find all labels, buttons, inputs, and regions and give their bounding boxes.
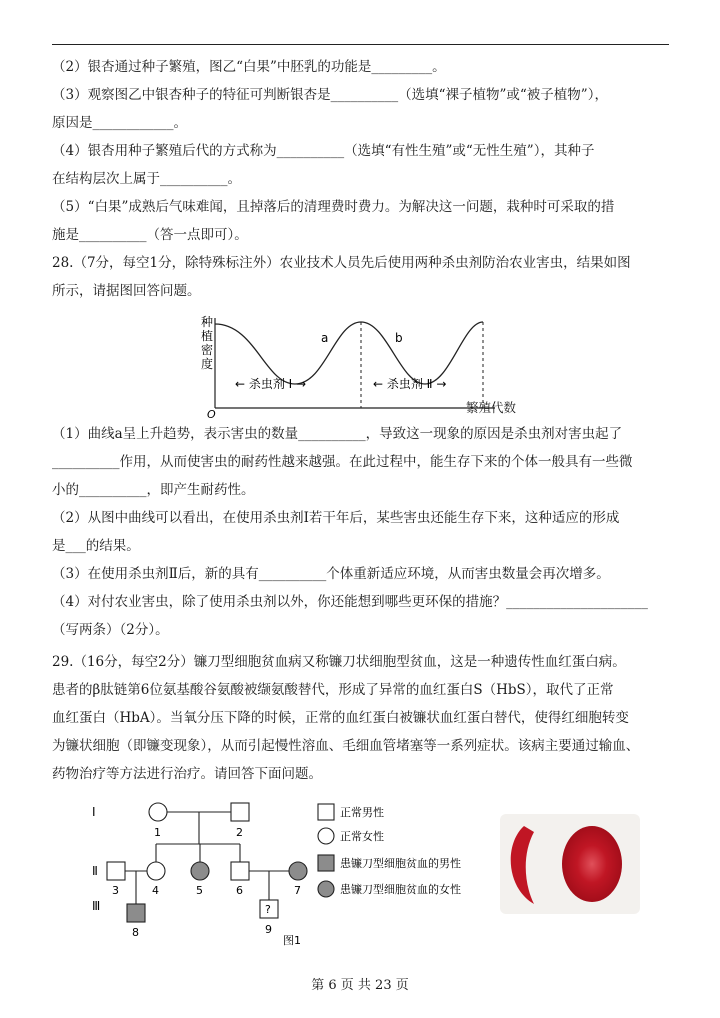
q28-2-line-a: （2）从图中曲线可以看出，在使用杀虫剂Ⅰ若干年后，某些害虫还能生存下来，这种适应的形成 xyxy=(52,510,620,526)
legend-normal-male-icon xyxy=(318,804,334,820)
legend-affected-female: 患镰刀型细胞贫血的女性 xyxy=(340,883,461,896)
q28-2-line-b: 是___的结果。 xyxy=(52,538,140,554)
legend-affected-male: 患镰刀型细胞贫血的男性 xyxy=(340,857,461,870)
legend-affected-female-icon xyxy=(318,881,334,897)
ylabel-char-3: 密 xyxy=(201,343,214,357)
q27-4-line-a: （4）银杏用种子繁殖后代的方式称为__________（选填“有性生殖”或“无性生殖”），其种子 xyxy=(52,143,595,159)
q27-5-line-b: 施是__________（答一点即可）。 xyxy=(52,227,248,243)
sickle-cell xyxy=(511,826,534,904)
legend-normal-female-icon xyxy=(318,828,334,844)
q27-2-line: （2）银杏通过种子繁殖，图乙“白果”中胚乳的功能是_________。 xyxy=(52,59,446,75)
individual-5 xyxy=(191,862,209,880)
gen-label-2: Ⅱ xyxy=(92,864,98,878)
figure-caption: 图1 xyxy=(283,934,301,947)
individual-4 xyxy=(147,862,165,880)
individual-7 xyxy=(289,862,307,880)
id-1: 1 xyxy=(154,826,161,839)
legend-normal-male: 正常男性 xyxy=(340,806,384,819)
q28-intro-b: 所示，请据图回答问题。 xyxy=(52,283,201,299)
header-rule xyxy=(52,44,669,45)
individual-8 xyxy=(127,904,145,922)
q29-intro-a: 29.（16分，每空2分）镰刀型细胞贫血病又称镰刀状细胞型贫血，这是一种遗传性血红蛋白病。 xyxy=(52,654,626,670)
id-4: 4 xyxy=(152,884,159,897)
id-2: 2 xyxy=(236,826,243,839)
segment-label-1: ← 杀虫剂 Ⅰ → xyxy=(235,377,307,391)
curve-label-b: b xyxy=(395,331,403,345)
individual-2 xyxy=(231,803,249,821)
normal-cell xyxy=(562,826,622,902)
legend-affected-male-icon xyxy=(318,855,334,871)
gen-label-3: Ⅲ xyxy=(92,899,101,913)
gen-label-1: Ⅰ xyxy=(92,805,96,819)
q29-intro-e: 药物治疗等方法进行治疗。请回答下面问题。 xyxy=(52,766,322,782)
id-3: 3 xyxy=(112,884,119,897)
ylabel-char-2: 植 xyxy=(201,329,214,343)
unknown-mark: ? xyxy=(265,903,271,916)
q27-4-line-b: 在结构层次上属于__________。 xyxy=(52,171,241,187)
id-7: 7 xyxy=(294,884,301,897)
red-blood-cells-image xyxy=(500,814,640,914)
page-footer: 第 6 页 共 23 页 xyxy=(311,978,409,993)
id-5: 5 xyxy=(196,884,203,897)
id-8: 8 xyxy=(132,926,139,939)
q28-1-line-a: （1）曲线a呈上升趋势，表示害虫的数量__________，导致这一现象的原因是杀虫剂对害虫起了 xyxy=(52,426,623,442)
q28-4-line-a: （4）对付农业害虫，除了使用杀虫剂以外，你还能想到哪些更环保的措施？_____________________ xyxy=(52,594,648,610)
ylabel-char-1: 种 xyxy=(201,315,214,329)
q28-1-line-b: __________作用，从而使害虫的耐药性越来越强。在此过程中，能生存下来的个体一般具有一些微 xyxy=(52,454,633,470)
q27-3-line-a: （3）观察图乙中银杏种子的特征可判断银杏是__________（选填“裸子植物”或“被子植物”）， xyxy=(52,87,608,103)
q28-3-line: （3）在使用杀虫剂Ⅱ后，新的具有__________个体重新适应环境，从而害虫数量会再次增多。 xyxy=(52,566,610,582)
q27-3-line-b: 原因是____________。 xyxy=(52,115,187,131)
red-blood-cells-drawing xyxy=(500,814,640,914)
legend-normal-female: 正常女性 xyxy=(340,830,384,843)
q29-intro-b: 患者的β肽链第6位氨基酸谷氨酸被缬氨酸替代，形成了异常的血红蛋白S（HbS），取代了正常 xyxy=(52,682,614,698)
xlabel: 繁殖代数 xyxy=(466,400,517,415)
ylabel-char-4: 度 xyxy=(201,357,214,371)
q29-intro-d: 为镰状细胞（即镰变现象），从而引起慢性溶血、毛细血管堵塞等一系列症状。该病主要通过输血、 xyxy=(52,738,640,754)
id-6: 6 xyxy=(236,884,243,897)
individual-1 xyxy=(149,803,167,821)
q28-1-line-c: 小的__________，即产生耐药性。 xyxy=(52,482,255,498)
pedigree-chart xyxy=(80,794,490,954)
q28-4-line-b: （写两条）（2分）。 xyxy=(52,622,169,638)
q28-intro-a: 28.（7分，每空1分，除特殊标注外）农业技术人员先后使用两种杀虫剂防治农业害虫，结果如图 xyxy=(52,255,631,271)
origin-label: O xyxy=(207,408,216,418)
segment-label-2: ← 杀虫剂 Ⅱ → xyxy=(373,377,447,391)
curve-label-a: a xyxy=(321,331,329,345)
q29-intro-c: 血红蛋白（HbA）。当氧分压下降的时候，正常的血红蛋白被镰状血红蛋白替代，使得红细胞转变 xyxy=(52,710,629,726)
individual-3 xyxy=(107,862,125,880)
density-curve xyxy=(215,322,483,384)
individual-6 xyxy=(231,862,249,880)
q27-5-line-a: （5）“白果”成熟后气味难闻，且掉落后的清理费时费力。为解决这一问题，栽种时可采取的措 xyxy=(52,199,615,215)
id-9: 9 xyxy=(265,923,272,936)
